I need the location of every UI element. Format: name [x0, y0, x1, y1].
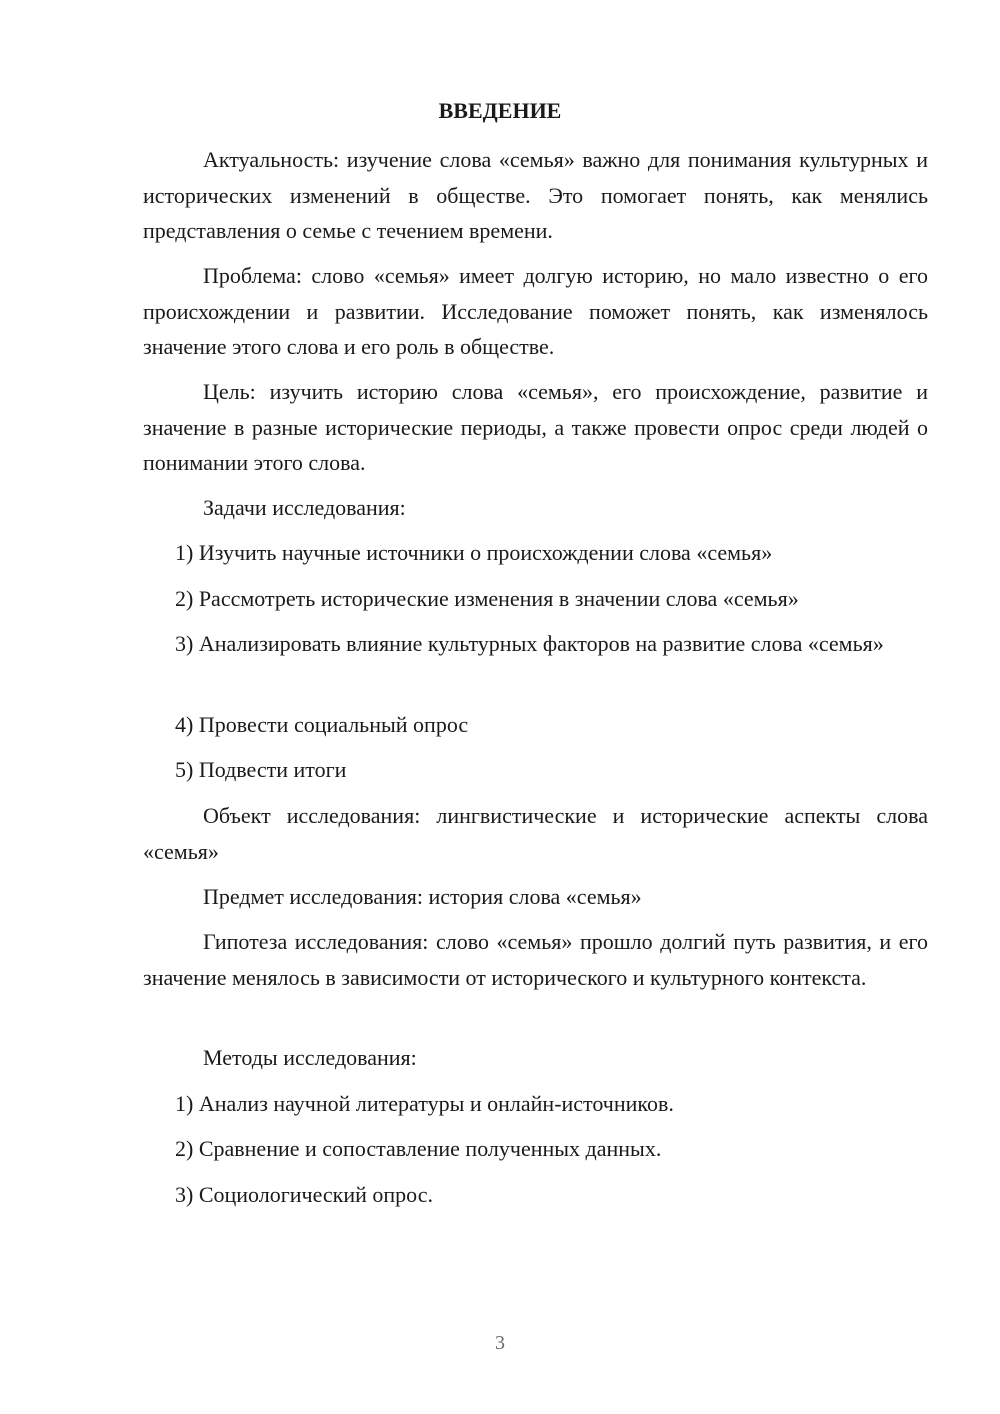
problem-paragraph: Проблема: слово «семья» имеет долгую историю, но мало известно о его происхождении и развитии. Исследование поможет понять, как изменялось значение этого слова и его роль в обществе. — [143, 263, 928, 359]
page-number: 3 — [495, 1332, 505, 1354]
section-title: ВВЕДЕНИЕ — [438, 98, 562, 123]
task-item: 5) Подвести итоги — [175, 757, 347, 782]
subject-paragraph: Предмет исследования: история слова «семья» — [203, 884, 642, 909]
method-item: 2) Сравнение и сопоставление полученных данных. — [175, 1136, 662, 1161]
hypothesis-paragraph: Гипотеза исследования: слово «семья» прошло долгий путь развития, и его значение менялось в зависимости от исторического и культурного контекста. — [143, 929, 928, 990]
method-item: 3) Социологический опрос. — [175, 1182, 433, 1207]
tasks-heading: Задачи исследования: — [203, 495, 406, 520]
methods-heading: Методы исследования: — [203, 1045, 417, 1070]
task-item: 3) Анализировать влияние культурных факторов на развитие слова «семья» — [175, 631, 884, 656]
goal-paragraph: Цель: изучить историю слова «семья», его происхождение, развитие и значение в разные исторические периоды, а также провести опрос среди людей о понимании этого слова. — [143, 379, 928, 475]
object-paragraph: Объект исследования: лингвистические и исторические аспекты слова «семья» — [143, 803, 928, 864]
task-item: 1) Изучить научные источники о происхождении слова «семья» — [175, 540, 773, 565]
relevance-paragraph: Актуальность: изучение слова «семья» важно для понимания культурных и исторических изменений в обществе. Это помогает понять, как менялись представления о семье с течением времени. — [143, 147, 928, 243]
task-item: 4) Провести социальный опрос — [175, 712, 469, 737]
method-item: 1) Анализ научной литературы и онлайн-источников. — [175, 1091, 674, 1116]
task-item: 2) Рассмотреть исторические изменения в значении слова «семья» — [175, 586, 799, 611]
